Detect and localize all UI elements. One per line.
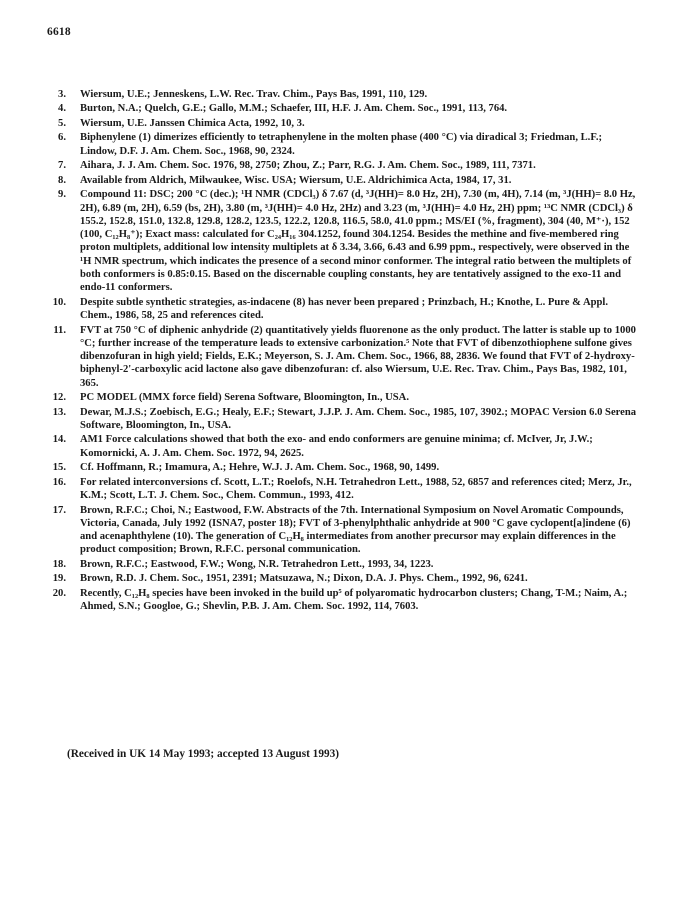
reference-text: Dewar, M.J.S.; Zoebisch, E.G.; Healy, E.F.; Stewart, J.J.P. J. Am. Chem. Soc., 1985, 107, 3902.; MOPAC Version 6.0 Serena Software, Bloomington, In., USA. — [80, 406, 637, 431]
reference-text: Wiersum, U.E.; Jenneskens, L.W. Rec. Trav. Chim., Pays Bas, 1991, 110, 129. — [80, 89, 428, 100]
reference-number: 7. — [58, 160, 66, 172]
reference-item — [40, 159, 640, 172]
reference-text: Recently, C₁₂H₈ species have been invoked in the build up⁵ of polyaromatic hydrocarbon clusters; Chang, T-M.; Naim, A.; Ahmed, S.N.; Googloe, G.; Shevlin, P.B. J. Am. Chem. Soc. 1992, 114, 7603. — [80, 587, 628, 613]
reference-text: Brown, R.F.C.; Choi, N.; Eastwood, F.W. Abstracts of the 7th. International Symposium on Novel Aromatic Compounds, Victoria, Canada, July 1992 (ISNA7, poster 18); FVT of 3-phenylphthalic anhydride at 900 °C gave cyclopent[a]indene (6) and acenaphthylene (10). The generation of C₁₂H₈ intermediates from another precursor may explain differences in the product composition; Brown, R.F.C. personal communication. — [80, 504, 631, 556]
reference-number: 10. — [52, 296, 66, 308]
reference-number: 12. — [52, 392, 66, 404]
reference-item — [40, 174, 640, 187]
reference-item — [40, 324, 640, 390]
reference-text: AM1 Force calculations showed that both the exo- and endo conformers are genuine minima; cf. McIver, Jr, J.W.; Komornicki, A. J. Am. Chem. Soc. 1972, 94, 2625. — [80, 434, 593, 459]
reference-item — [40, 117, 640, 130]
reference-number: 11. — [53, 324, 66, 336]
reference-number: 13. — [52, 406, 66, 418]
reference-text: PC MODEL (MMX force field) Serena Software, Bloomington, In., USA. — [80, 392, 409, 404]
reference-text: Compound 11: DSC; 200 °C (dec.); ¹H NMR (CDCl₃) δ 7.67 (d, ³J(HH)= 8.0 Hz, 2H), 7.30 (m, 4H), 7.14 (m, ³J(HH)= 8.0 Hz, 2H), 6.89 (m, 2H), 6.59 (bs, 2H), 3.80 (m, ³J(HH)= 4.0 Hz, 2Hz) and 3.23 (m, ³J(HH)= 4.0 Hz, 2H) ppm; ¹³C NMR (CDCl₃) δ 155.2, 152.8, 151.0, 132.8, 129.8, 128.2, 123.5, 122.2, 120.8, 116.5, 58.0, 41.0 ppm.; MS/EI (%, fragment), 304 (40, M⁺·), 152 (100, C₁₂H₈⁺); Exact mass: calculated for C₂₄H₁₆ 304.1252, found 304.1254. Besides the methine and five-membered ring proton multiplets, additional low intensity multiplets at δ 3.34, 3.66, 6.43 and 6.99 ppm., respectively, were observed in the ¹H NMR spectrum, which indicates the presence of a second minor conformer. The integral ratio between the multiplets of both conformers is 0.85:0.15. Based on the discernable coupling constants, hey are tentatively assigned to the exo-11 and endo-11 conformers. — [80, 189, 636, 294]
reference-text: Aihara, J. J. Am. Chem. Soc. 1976, 98, 2750; Zhou, Z.; Parr, R.G. J. Am. Chem. Soc., 1989, 111, 7371. — [80, 160, 536, 172]
reference-item — [40, 587, 640, 614]
reference-text: FVT at 750 °C of diphenic anhydride (2) quantitatively yields fluorenone as the only product. The latter is stable up to 1000 °C; further increase of the temperature leads to extensive carbonization.⁵ Note that FVT of dibenzothiophene sulfone gives dibenzofuran in high yield; Fields, E.K.; Meyerson, S. J. Am. Chem. Soc., 1966, 88, 2836. We found that FVT of 2-hydroxy-biphenyl-2'-carboxylic acid lactone also gave dibenzofuran: cf. also Wiersum, U.E. Rec. Trav. Chim., Pays Bas, 1982, 101, 365. — [80, 324, 636, 389]
reference-text: Wiersum, U.E. Janssen Chimica Acta, 1992, 10, 3. — [80, 117, 305, 129]
reference-number: 4. — [58, 103, 66, 115]
reference-item — [40, 391, 640, 404]
reference-item — [40, 88, 640, 101]
reference-item — [40, 433, 640, 460]
reference-text: Biphenylene (1) dimerizes efficiently to tetraphenylene in the molten phase (400 °C) via diradical 3; Friedman, L.F.; Lindow, D.F. J. Am. Chem. Soc., 1968, 90, 2324. — [80, 132, 603, 157]
reference-text: Brown, R.F.C.; Eastwood, F.W.; Wong, N.R. Tetrahedron Lett., 1993, 34, 1223. — [80, 558, 434, 570]
reference-text: Despite subtle synthetic strategies, as-indacene (8) has never been prepared ; Prinzbach, H.; Knothe, L. Pure & Appl. Chem., 1986, 58, 25 and references cited. — [80, 296, 609, 322]
reference-number: 16. — [52, 476, 66, 488]
reference-number: 6. — [58, 132, 66, 144]
reference-text: Brown, R.D. J. Chem. Soc., 1951, 2391; Matsuzawa, N.; Dixon, D.A. J. Phys. Chem., 1992, 96, 6241. — [80, 573, 528, 585]
reference-item — [40, 504, 640, 557]
reference-item — [40, 572, 640, 585]
reference-item — [40, 461, 640, 474]
reference-number: 8. — [58, 174, 66, 186]
received-note: (Received in UK 14 May 1993; accepted 13 August 1993) — [67, 748, 340, 760]
reference-item — [40, 296, 640, 323]
reference-item — [40, 476, 640, 503]
reference-number: 15. — [52, 462, 66, 474]
reference-item — [40, 406, 640, 433]
reference-item — [40, 102, 640, 115]
reference-text: Burton, N.A.; Quelch, G.E.; Gallo, M.M.; Schaefer, III, H.F. J. Am. Chem. Soc., 1991, 113, 764. — [80, 103, 508, 115]
reference-number: 18. — [52, 558, 66, 570]
reference-number: 3. — [58, 89, 66, 100]
reference-item — [40, 188, 640, 294]
reference-number: 5. — [58, 117, 66, 129]
reference-text: Cf. Hoffmann, R.; Imamura, A.; Hehre, W.J. J. Am. Chem. Soc., 1968, 90, 1499. — [80, 462, 440, 474]
reference-text: For related interconversions cf. Scott, L.T.; Roelofs, N.H. Tetrahedron Lett., 1988, 52, 6857 and references cited; Merz, Jr., K.M.; Scott, L.T. J. Chem. Soc., Chem. Commun., 1993, 412. — [80, 476, 632, 502]
page-number: 6618 — [47, 26, 71, 38]
reference-item — [40, 558, 640, 571]
reference-list — [40, 88, 640, 615]
reference-number: 17. — [52, 504, 66, 516]
reference-item — [40, 131, 640, 158]
reference-number: 14. — [52, 434, 66, 446]
reference-number: 19. — [52, 573, 66, 585]
reference-text: Available from Aldrich, Milwaukee, Wisc. USA; Wiersum, U.E. Aldrichimica Acta, 1984, 17, 31. — [80, 174, 512, 186]
reference-number: 9. — [58, 189, 66, 201]
reference-number: 20. — [52, 587, 66, 599]
